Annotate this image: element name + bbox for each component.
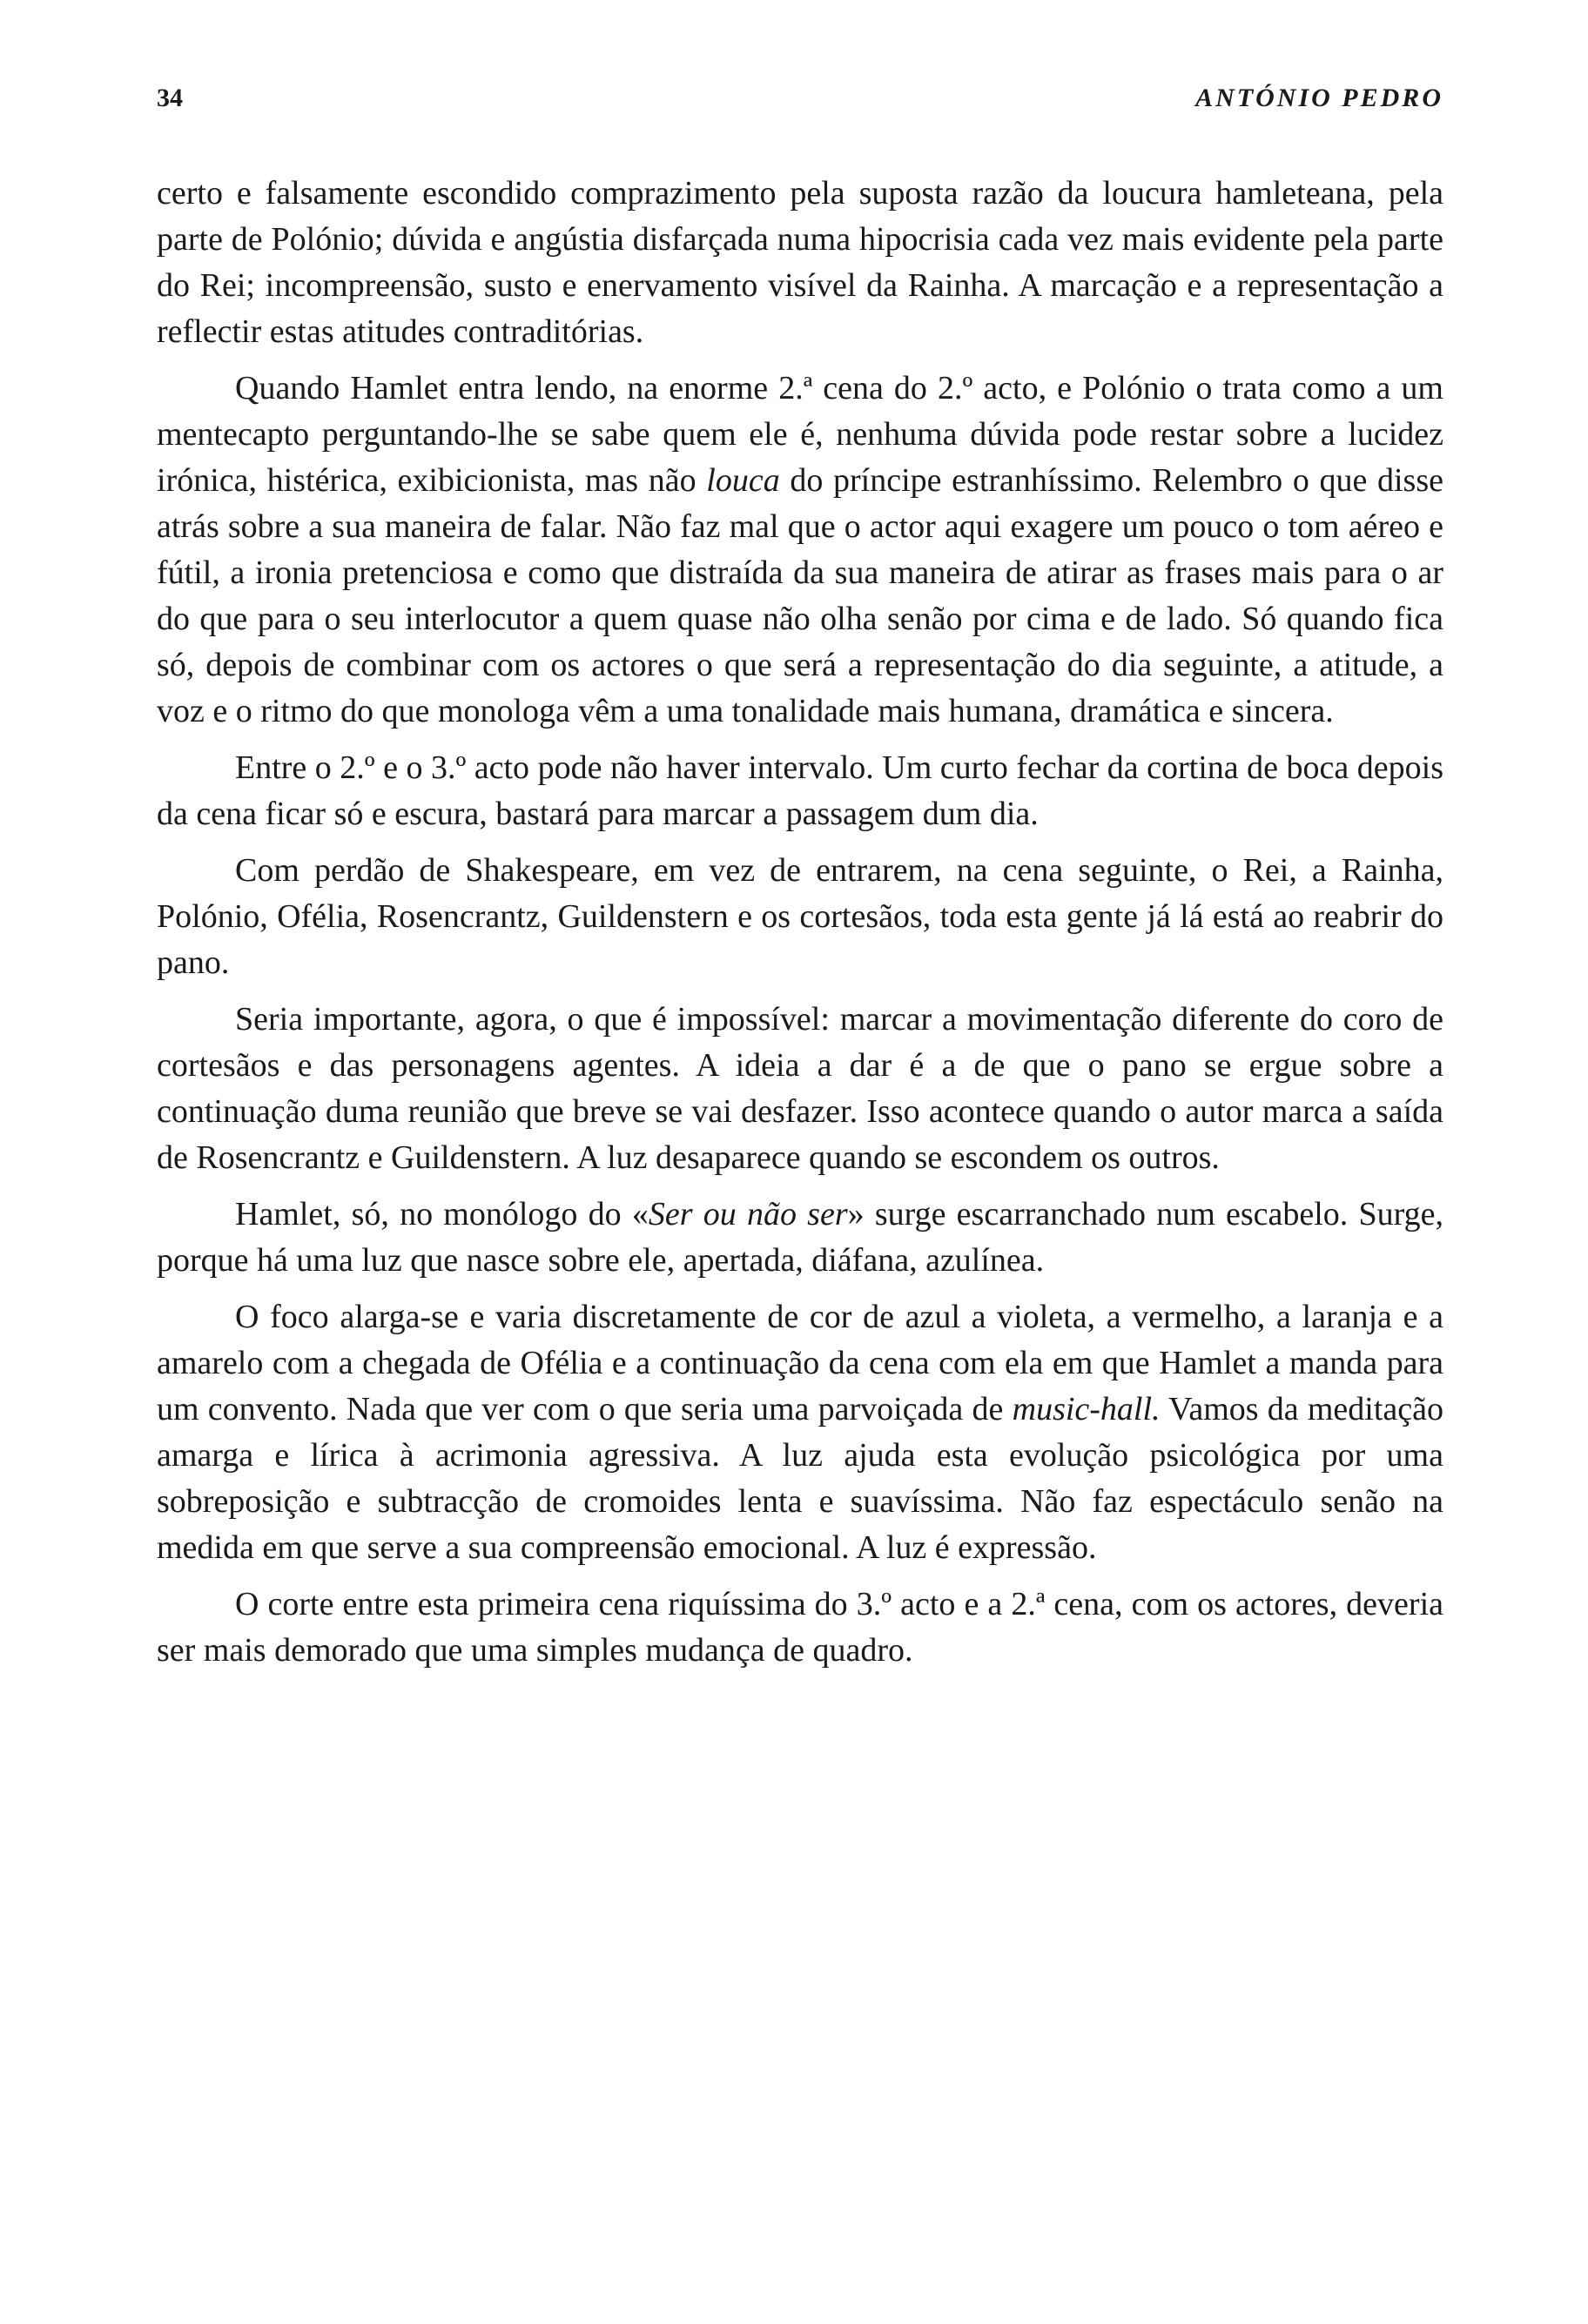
paragraph-text: Vamos da meditação amarga e lírica à acrimonia agressiva. A luz ajuda esta evolução psicológica por uma sobreposição e subtracção de cromoides lenta e suavíssima. Não faz espectáculo senão na medida em que serve a sua compreensão emocional. A luz é expressão.: [157, 1391, 1444, 1566]
paragraph: [157, 366, 1443, 735]
italic-text: music-hall.: [1012, 1391, 1161, 1427]
italic-text: Ser ou não ser: [648, 1196, 848, 1233]
paragraph: [157, 171, 1443, 355]
paragraph-text: do príncipe estranhíssimo. Relembro o que disse atrás sobre a sua maneira de falar. Não faz mal que o actor aqui exagere um pouco o tom aéreo e fútil, a ironia pretenciosa e como que distraída da sua maneira de atirar as frases mais para o ar do que para o seu interlocutor a quem quase não olha senão por cima e de lado. Só quando fica só, depois de combinar com os actores o que será a representação do dia seguinte, a atitude, a voz e o ritmo do que monologa vêm a uma tonalidade mais humana, dramática e sincera.: [157, 462, 1444, 729]
paragraph-text: Com perdão de Shakespeare, em vez de entrarem, na cena seguinte, o Rei, a Rainha, Polónio, Ofélia, Rosencrantz, Guildenstern e os cortesãos, toda esta gente já lá está ao reabrir do pano.: [157, 852, 1443, 981]
paragraph-text: certo e falsamente escondido comprazimento pela suposta razão da loucura hamleteana, pela parte de Polónio; dúvida e angústia disfarçada numa hipocrisia cada vez mais evidente pela parte do Rei; incompreensão, susto e enervamento visível da Rainha. A marcação e a representação a reflectir estas atitudes contraditórias.: [157, 175, 1443, 350]
paragraph: [157, 997, 1443, 1181]
paragraph-text: » surge escarranchado num escabelo. Surge, porque há uma luz que nasce sobre ele, apertada, diáfana, azulínea.: [157, 1196, 1443, 1279]
italic-text: louca: [706, 462, 780, 499]
paragraph-text: Quando Hamlet entra lendo, na enorme 2.ª cena do 2.º acto, e Polónio o trata como a um mentecapto perguntando-lhe se sabe quem ele é, nenhuma dúvida pode restar sobre a lucidez irónica, histérica, exibicionista, mas não: [157, 370, 1443, 499]
paragraph: [157, 745, 1443, 837]
page-header: [157, 84, 1443, 136]
paragraph-text: Entre o 2.º e o 3.º acto pode não haver intervalo. Um curto fechar da cortina de boca depois da cena ficar só e escura, bastará para marcar a passagem dum dia.: [157, 749, 1443, 832]
paragraph: [157, 1192, 1443, 1284]
paragraph-text: O corte entre esta primeira cena riquíssima do 3.º acto e a 2.ª cena, com os actores, deveria ser mais demorado que uma simples mudança de quadro.: [157, 1586, 1443, 1669]
paragraph-text: Seria importante, agora, o que é impossível: marcar a movimentação diferente do coro de cortesãos e das personagens agentes. A ideia a dar é a de que o pano se ergue sobre a continuação duma reunião que breve se vai desfazer. Isso acontece quando o autor marca a saída de Rosencrantz e Guildenstern. A luz desaparece quando se escondem os outros.: [157, 1001, 1443, 1176]
running-head: ANTÓNIO PEDRO: [1195, 84, 1443, 112]
paragraph-text: Hamlet, só, no monólogo do «: [235, 1196, 649, 1233]
paragraph: [157, 848, 1443, 986]
paragraph-text: O foco alarga-se e varia discretamente de cor de azul a violeta, a vermelho, a laranja e a amarelo com a chegada de Ofélia e a continuação da cena com ela em que Hamlet a manda para um convento. Nada que ver com o que seria uma parvoiçada de: [157, 1299, 1443, 1427]
paragraph: [157, 1582, 1443, 1674]
paragraph: [157, 1294, 1443, 1571]
page-number: 34: [157, 84, 183, 112]
body-text: [157, 171, 1443, 1674]
